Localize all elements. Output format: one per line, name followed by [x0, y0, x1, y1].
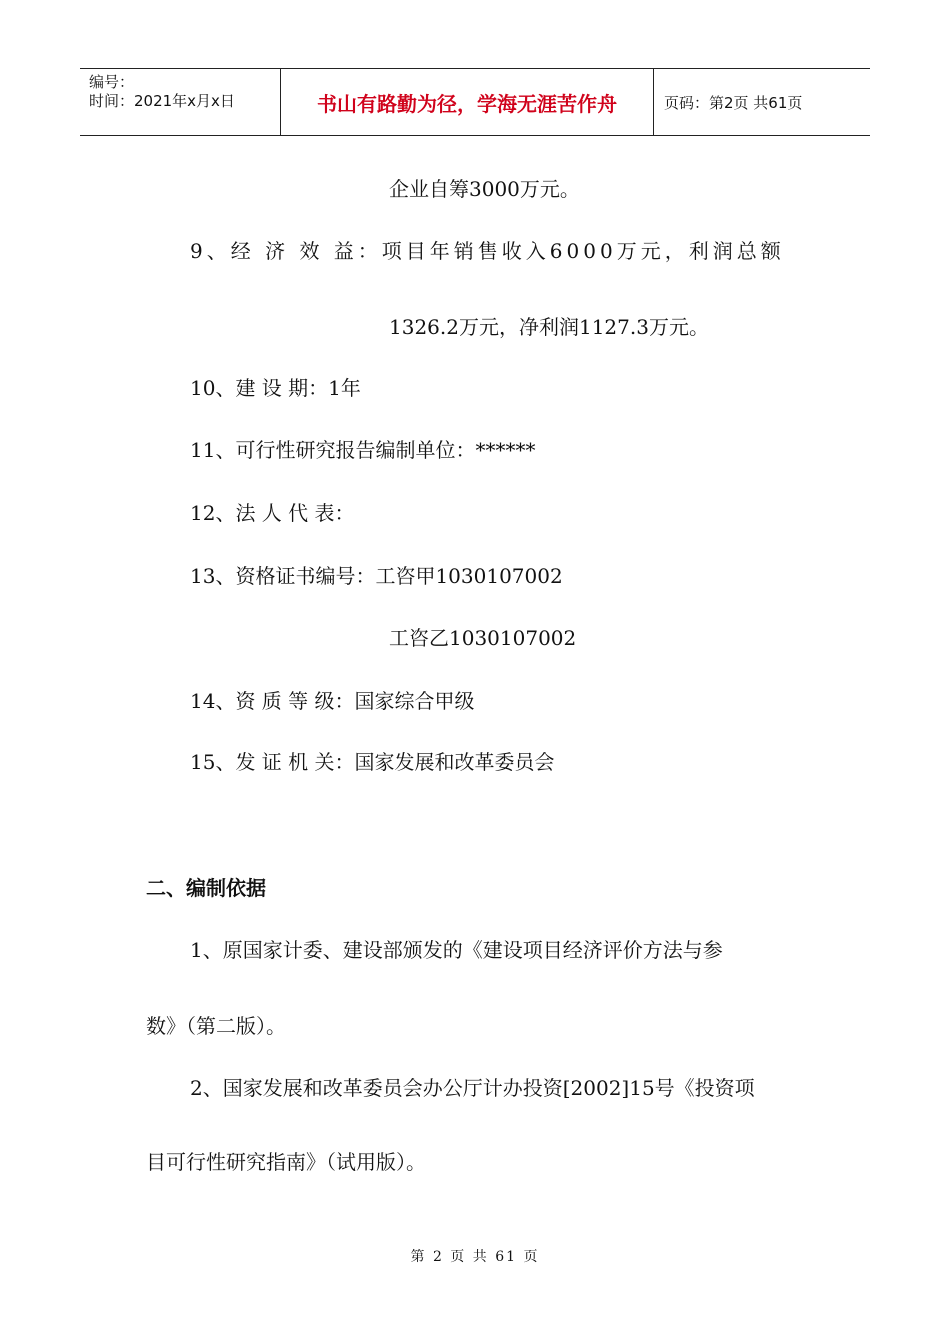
body-line-certificate-number: 13、资格证书编号：工咨甲1030107002	[190, 564, 563, 588]
header-number: 编号：	[89, 73, 135, 91]
body-line-issuing-authority: 15、发 证 机 关：国家发展和改革委员会	[190, 750, 555, 774]
body-line-basis-2-cont: 目可行性研究指南》（试用版）。	[146, 1150, 426, 1174]
body-line-legal-rep: 12、法 人 代 表：	[190, 501, 355, 525]
page-header	[80, 68, 870, 136]
body-line-profit: 1326.2万元，净利润1127.3万元。	[389, 315, 709, 339]
body-line-basis-1-cont: 数》（第二版）。	[146, 1014, 286, 1038]
body-line-report-unit: 11、可行性研究报告编制单位：******	[190, 438, 536, 462]
header-page-info: 页码：第2页 共61页	[664, 93, 803, 112]
header-meta	[80, 69, 281, 135]
body-line-economic-benefit: 9、经 济 效 益：项目年销售收入6000万元，利润总额	[190, 239, 785, 263]
section-heading: 二、编制依据	[146, 876, 266, 900]
body-line-1: 企业自筹3000万元。	[389, 177, 580, 201]
body-line-certificate-number-2: 工咨乙1030107002	[389, 626, 577, 650]
body-line-basis-1: 1、原国家计委、建设部颁发的《建设项目经济评价方法与参	[190, 938, 723, 962]
page-footer: 第 2 页 共 61 页	[410, 1249, 540, 1265]
body-line-qualification-level: 14、资 质 等 级：国家综合甲级	[190, 689, 475, 713]
header-motto: 书山有路勤为径，学海无涯苦作舟	[281, 69, 654, 135]
body-line-basis-2: 2、国家发展和改革委员会办公厅计办投资[2002]15号《投资项	[190, 1076, 755, 1100]
header-time: 时间：2021年x月x日	[89, 92, 235, 110]
body-line-construction-period: 10、建 设 期：1年	[190, 376, 361, 400]
